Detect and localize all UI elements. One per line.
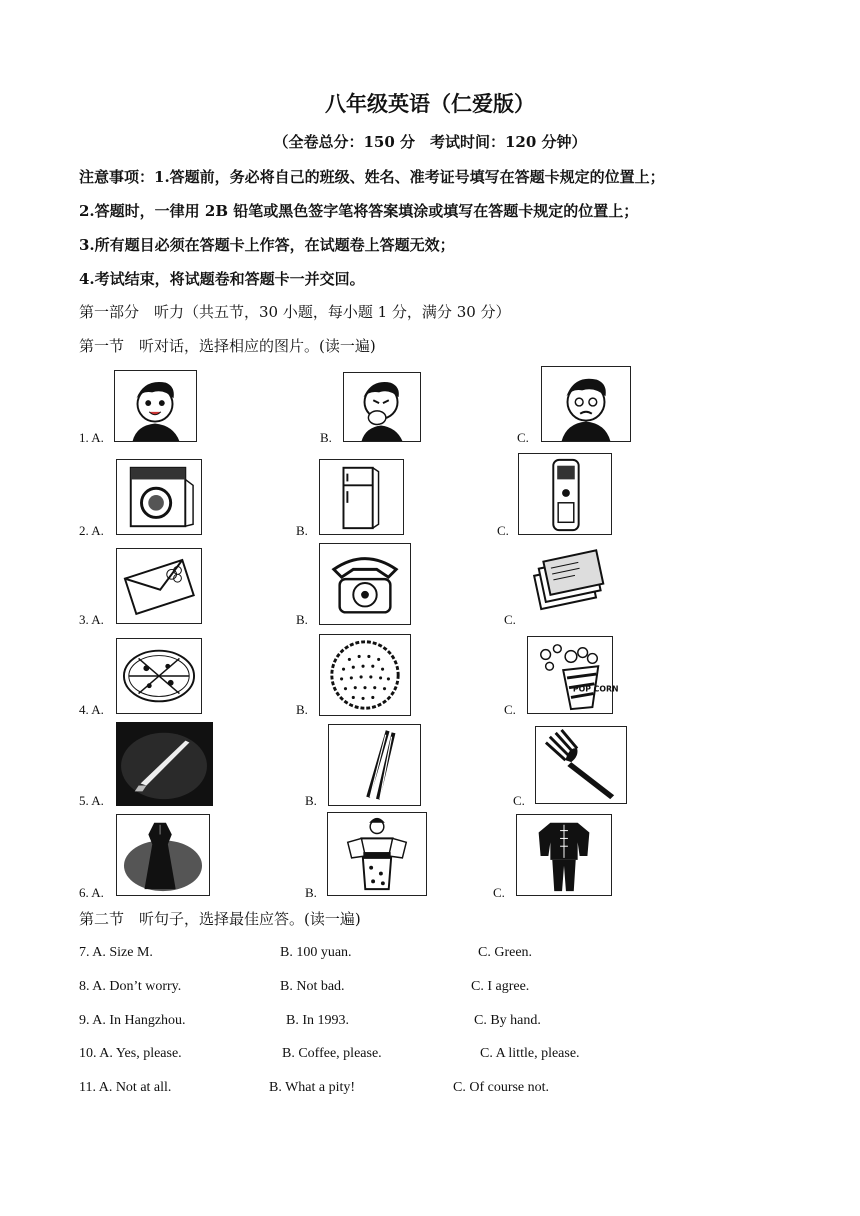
question-10-option-b: B. Coffee, please. bbox=[282, 1046, 382, 1061]
knife-icon bbox=[116, 722, 213, 806]
question-5-label-a: 5. A. bbox=[79, 793, 104, 808]
fork-icon bbox=[535, 726, 627, 804]
note-4: 4.考试结束，将试题卷和答题卡一并交回。 bbox=[79, 270, 365, 288]
exam-info: （全卷总分：150 分 考试时间：120 分钟） bbox=[273, 133, 587, 151]
boy-sneezing-icon bbox=[343, 372, 421, 442]
section2-heading: 第二节 听句子，选择最佳应答。(读一遍) bbox=[79, 910, 361, 928]
envelope-icon bbox=[116, 548, 202, 624]
page-title: 八年级英语（仁爱版） bbox=[325, 91, 535, 116]
question-1-label-c: C. bbox=[517, 430, 529, 445]
question-11-option-c: C. Of course not. bbox=[453, 1080, 550, 1095]
question-10-option-a: 10. A. Yes, please. bbox=[79, 1046, 182, 1061]
question-11-option-a: 11. A. Not at all. bbox=[79, 1080, 172, 1095]
question-4-label-c: C. bbox=[504, 702, 516, 717]
smiling-boy-icon bbox=[114, 370, 197, 442]
note-3: 3.所有题目必须在答题卡上作答，在试题卷上答题无效； bbox=[79, 236, 455, 254]
question-8-option-b: B. Not bad. bbox=[280, 979, 345, 994]
tang-suit-icon bbox=[516, 814, 612, 896]
question-6-label-a: 6. A. bbox=[79, 885, 104, 900]
question-11-option-b: B. What a pity! bbox=[269, 1080, 356, 1095]
question-2-label-b: B. bbox=[296, 523, 308, 538]
question-8-option-a: 8. A. Don’t worry. bbox=[79, 979, 182, 994]
question-5-label-b: B. bbox=[305, 793, 317, 808]
question-2-label-c: C. bbox=[497, 523, 509, 538]
pizza-icon bbox=[116, 638, 202, 714]
postcards-icon bbox=[527, 549, 609, 624]
air-conditioner-icon bbox=[518, 453, 612, 535]
question-7-option-b: B. 100 yuan. bbox=[280, 945, 352, 960]
chopsticks-icon bbox=[328, 724, 421, 806]
part1-heading: 第一部分 听力（共五节，30 小题，每小题 1 分，满分 30 分） bbox=[79, 303, 511, 321]
question-7-option-a: 7. A. Size M. bbox=[79, 945, 153, 960]
question-2-label-a: 2. A. bbox=[79, 523, 104, 538]
section1-heading: 第一节 听对话，选择相应的图片。(读一遍) bbox=[79, 337, 376, 355]
question-3-label-b: B. bbox=[296, 612, 308, 627]
question-1-label-b: B. bbox=[320, 430, 332, 445]
popcorn-box-label: POP CORN bbox=[572, 684, 619, 694]
telephone-icon bbox=[319, 543, 411, 625]
question-8-option-c: C. I agree. bbox=[471, 979, 530, 994]
cheongsam-icon bbox=[116, 814, 210, 896]
refrigerator-icon bbox=[319, 459, 404, 535]
question-4-label-a: 4. A. bbox=[79, 702, 104, 717]
question-1-label-a: 1. A. bbox=[79, 430, 104, 445]
question-6-label-b: B. bbox=[305, 885, 317, 900]
note-1: 注意事项：1.答题前，务必将自己的班级、姓名、准考证号填写在答题卡规定的位置上； bbox=[79, 168, 665, 186]
question-5-label-c: C. bbox=[513, 793, 525, 808]
cookie-icon bbox=[319, 634, 411, 716]
question-9-option-a: 9. A. In Hangzhou. bbox=[79, 1013, 186, 1028]
popcorn-icon bbox=[527, 636, 619, 714]
question-10-option-c: C. A little, please. bbox=[480, 1046, 580, 1061]
question-7-option-c: C. Green. bbox=[478, 945, 533, 960]
question-9-option-b: B. In 1993. bbox=[286, 1013, 349, 1028]
question-3-label-c: C. bbox=[504, 612, 516, 627]
question-4-label-b: B. bbox=[296, 702, 308, 717]
question-9-option-c: C. By hand. bbox=[474, 1013, 541, 1028]
washing-machine-icon bbox=[116, 459, 202, 535]
note-2: 2.答题时，一律用 2B 铅笔或黑色签字笔将答案填涂或填写在答题卡规定的位置上； bbox=[79, 202, 639, 220]
question-6-label-c: C. bbox=[493, 885, 505, 900]
kimono-icon bbox=[327, 812, 427, 896]
question-3-label-a: 3. A. bbox=[79, 612, 104, 627]
sad-boy-icon bbox=[541, 366, 631, 442]
